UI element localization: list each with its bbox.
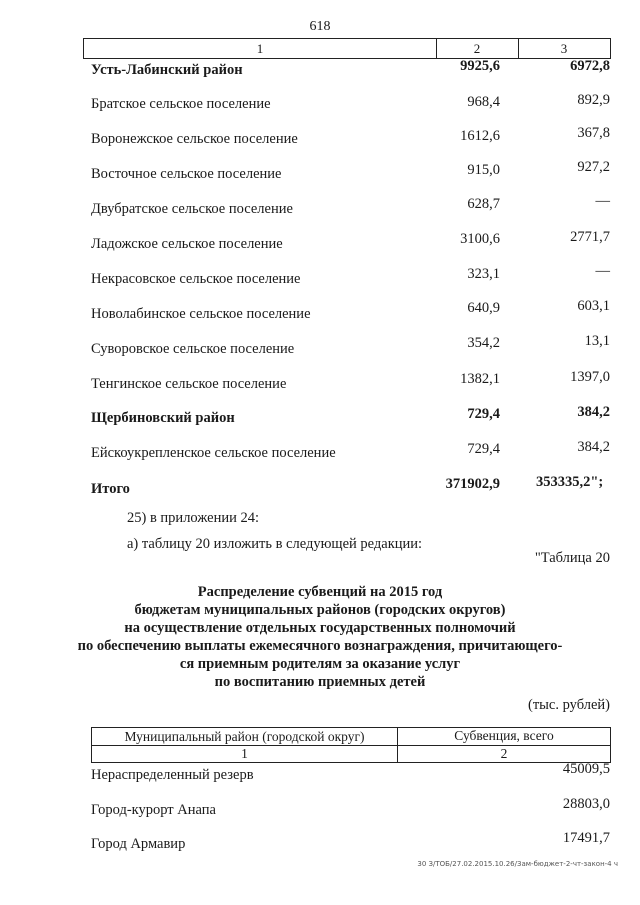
title-line: ся приемным родителям за оказание услуг bbox=[179, 656, 461, 672]
title-line: по воспитанию приемных детей bbox=[214, 674, 426, 690]
table-row-name: Нераспределенный резерв bbox=[91, 767, 254, 783]
table1-header bbox=[83, 38, 611, 59]
units-label: (тыс. рублей) bbox=[528, 697, 610, 713]
table-row-value-2: — bbox=[595, 193, 610, 209]
table-row-value-1: 1382,1 bbox=[460, 371, 500, 387]
table-row-name: Суворовское сельское поселение bbox=[91, 341, 295, 357]
table-row-value-1: 915,0 bbox=[467, 162, 500, 178]
table-row-value: 28803,0 bbox=[562, 796, 610, 812]
page-number: 618 bbox=[309, 19, 331, 34]
footer-text: 30 З/ТОБ/27.02.2015.10.26/Зам-бюджет-2-чт-закон-4 ч bbox=[417, 860, 618, 868]
table-row-value-1: 354,2 bbox=[467, 335, 500, 351]
table-row-value-2: 603,1 bbox=[577, 298, 610, 314]
table-row-name: Тенгинское сельское поселение bbox=[91, 376, 287, 392]
table2-number-col1: 1 bbox=[241, 746, 248, 761]
table-label: "Таблица 20 bbox=[534, 550, 610, 566]
table-row-value-2: 892,9 bbox=[577, 92, 610, 108]
table1-header-col1: 1 bbox=[84, 39, 437, 58]
table1-header-col2: 2 bbox=[436, 39, 519, 58]
table-row-name: Ладожское сельское поселение bbox=[91, 236, 283, 252]
table-row-value-2: 384,2 bbox=[577, 404, 610, 420]
table-row-name: Город Армавир bbox=[91, 836, 186, 852]
table-row-value-2: 1397,0 bbox=[570, 369, 610, 385]
table2-header bbox=[91, 727, 611, 763]
table-row-name: Восточное сельское поселение bbox=[91, 166, 282, 182]
paragraph-25: 25) в приложении 24: bbox=[127, 510, 260, 526]
table-row-value-1: 729,4 bbox=[467, 406, 500, 422]
table-row-value-1: 640,9 bbox=[467, 300, 500, 316]
table-row-value-1: 371902,9 bbox=[445, 476, 500, 492]
title-line: на осуществление отдельных государственных полномочий bbox=[124, 620, 516, 636]
table-row-name: Город-курорт Анапа bbox=[91, 802, 216, 818]
table-row-value-1: 729,4 bbox=[467, 441, 500, 457]
table-row-value-2: 2771,7 bbox=[570, 229, 610, 245]
title-line: по обеспечению выплаты ежемесячного вознаграждения, причитающего- bbox=[77, 638, 563, 654]
table-row-value-2: 367,8 bbox=[577, 125, 610, 141]
table-row-value-1: 323,1 bbox=[467, 266, 500, 282]
table-row-value-2: — bbox=[595, 263, 610, 279]
table-row-name: Некрасовское сельское поселение bbox=[91, 271, 301, 287]
table-row-name: Усть-Лабинский район bbox=[91, 62, 243, 78]
table-row-value-1: 968,4 bbox=[467, 94, 500, 110]
table-row-name: Итого bbox=[91, 481, 130, 497]
table-row-value-2: 13,1 bbox=[584, 333, 610, 349]
table-row-name: Братское сельское поселение bbox=[91, 96, 271, 112]
table2-header-col2: Субвенция, всего bbox=[454, 728, 554, 743]
table-row-value-2: 927,2 bbox=[577, 159, 610, 175]
table-row-name: Новолабинское сельское поселение bbox=[91, 306, 311, 322]
paragraph-a: а) таблицу 20 изложить в следующей редакции: bbox=[127, 536, 423, 552]
table-row-value-2: 353335,2"; bbox=[536, 474, 604, 490]
table-row-name: Двубратское сельское поселение bbox=[91, 201, 293, 217]
table-row-value-2: 6972,8 bbox=[570, 58, 610, 74]
table1-header-col3: 3 bbox=[560, 41, 568, 56]
table-row-value: 17491,7 bbox=[562, 830, 610, 846]
table-row-name: Ейскоукрепленское сельское поселение bbox=[91, 445, 336, 461]
table-row-name: Щербиновский район bbox=[91, 410, 235, 426]
table-row-value-2: 384,2 bbox=[577, 439, 610, 455]
table-row-value-1: 628,7 bbox=[467, 196, 500, 212]
title-line: бюджетам муниципальных районов (городских округов) bbox=[134, 602, 506, 618]
title-line: Распределение субвенций на 2015 год bbox=[197, 584, 443, 600]
table-row-value-1: 1612,6 bbox=[460, 128, 500, 144]
table2-header-col1: Муниципальный район (городской округ) bbox=[124, 729, 365, 744]
table-row-value-1: 9925,6 bbox=[460, 58, 500, 74]
table-row-name: Воронежское сельское поселение bbox=[91, 131, 298, 147]
table-row-value: 45009,5 bbox=[562, 761, 610, 777]
table-row-value-1: 3100,6 bbox=[460, 231, 500, 247]
table2-number-col2: 2 bbox=[500, 746, 508, 761]
